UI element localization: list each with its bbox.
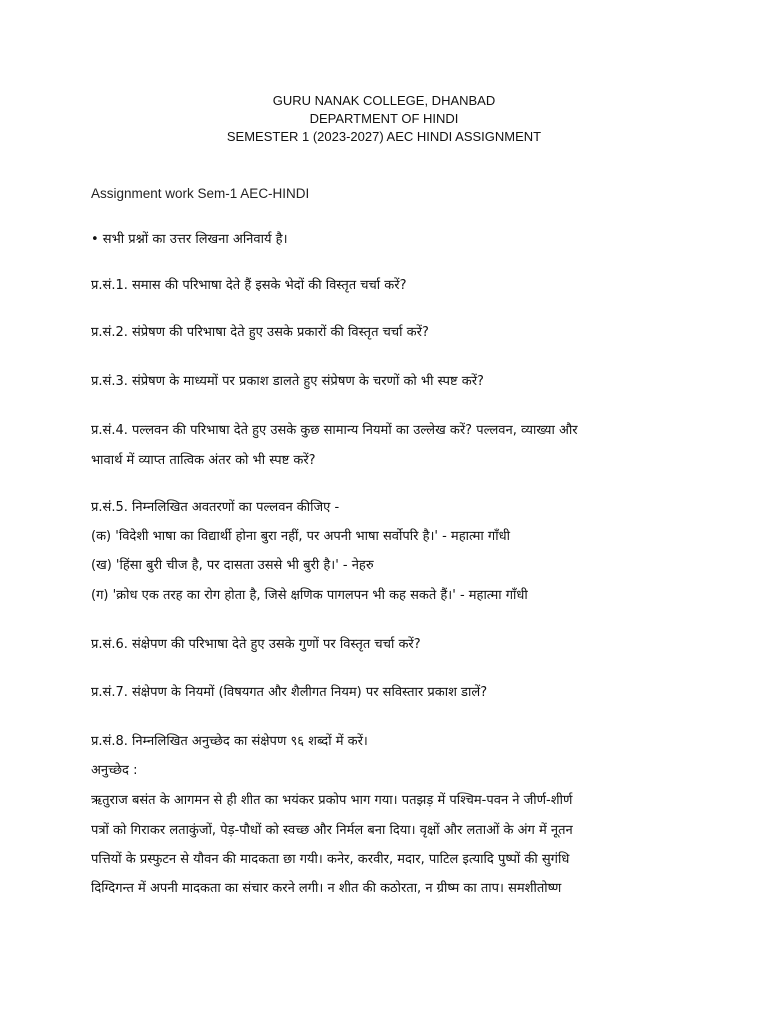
instruction-line: • सभी प्रश्नों का उत्तर लिखना अनिवार्य है। (91, 232, 288, 247)
question-4-line-1: प्र.सं.4. पल्लवन की परिभाषा देते हुए उसके कुछ सामान्य नियमों का उल्लेख करें? पल्लवन, व्याख्या और (91, 423, 578, 438)
document-header (0, 92, 768, 146)
question-5: प्र.सं.5. निम्नलिखित अवतरणों का पल्लवन कीजिए - (91, 500, 340, 515)
paragraph-line-2: पत्रों को गिराकर लताकुंजों, पेड़-पौधों को स्वच्छ और निर्मल बना दिया। वृक्षों और लताओं के अंग में नूतन (91, 823, 573, 838)
question-4-line-2: भावार्थ में व्याप्त तात्विक अंतर को भी स्पष्ट करें? (91, 453, 316, 468)
question-6: प्र.सं.6. संक्षेपण की परिभाषा देते हुए उसके गुणों पर विस्तृत चर्चा करें? (91, 637, 421, 652)
question-5-part-b: (ख) 'हिंसा बुरी चीज है, पर दासता उससे भी बुरी है।' - नेहरु (91, 558, 374, 573)
assignment-subtitle: Assignment work Sem-1 AEC-HINDI (91, 186, 310, 201)
assignment-title: SEMESTER 1 (2023-2027) AEC HINDI ASSIGNMENT (226, 129, 542, 144)
question-3: प्र.सं.3. संप्रेषण के माध्यमों पर प्रकाश डालते हुए संप्रेषण के चरणों को भी स्पष्ट करें? (91, 374, 484, 389)
question-5-part-c: (ग) 'क्रोध एक तरह का रोग होता है, जिसे क्षणिक पागलपन भी कह सकते हैं।' - महात्मा गाँधी (91, 588, 528, 603)
question-5-part-a: (क) 'विदेशी भाषा का विद्यार्थी होना बुरा नहीं, पर अपनी भाषा सर्वोपरि है।' - महात्मा गाँधी (91, 529, 510, 544)
question-2: प्र.सं.2. संप्रेषण की परिभाषा देते हुए उसके प्रकारों की विस्तृत चर्चा करें? (91, 325, 429, 340)
paragraph-line-1: ऋतुराज बसंत के आगमन से ही शीत का भयंकर प्रकोप भाग गया। पतझड़ में पश्चिम-पवन ने जीर्ण-शीर्ण (91, 793, 573, 808)
question-7: प्र.सं.7. संक्षेपण के नियमों (विषयगत और शैलीगत नियम) पर सविस्तार प्रकाश डालें? (91, 685, 488, 700)
paragraph-line-3: पत्तियों के प्रस्फुटन से यौवन की मादकता छा गयी। कनेर, करवीर, मदार, पाटिल इत्यादि पुष्पों की सुगंधि (91, 852, 570, 867)
college-name: GURU NANAK COLLEGE, DHANBAD (272, 93, 496, 108)
paragraph-label: अनुच्छेद : (91, 763, 138, 778)
question-1: प्र.सं.1. समास की परिभाषा देते हैं इसके भेदों की विस्तृत चर्चा करें? (91, 278, 407, 293)
department-name: DEPARTMENT OF HINDI (309, 111, 459, 126)
question-8: प्र.सं.8. निम्नलिखित अनुच्छेद का संक्षेपण ९६ शब्दों में करें। (91, 734, 368, 749)
paragraph-line-4: दिग्दिगन्त में अपनी मादकता का संचार करने लगी। न शीत की कठोरता, न ग्रीष्म का ताप। समशीतोष्ण (91, 881, 562, 896)
